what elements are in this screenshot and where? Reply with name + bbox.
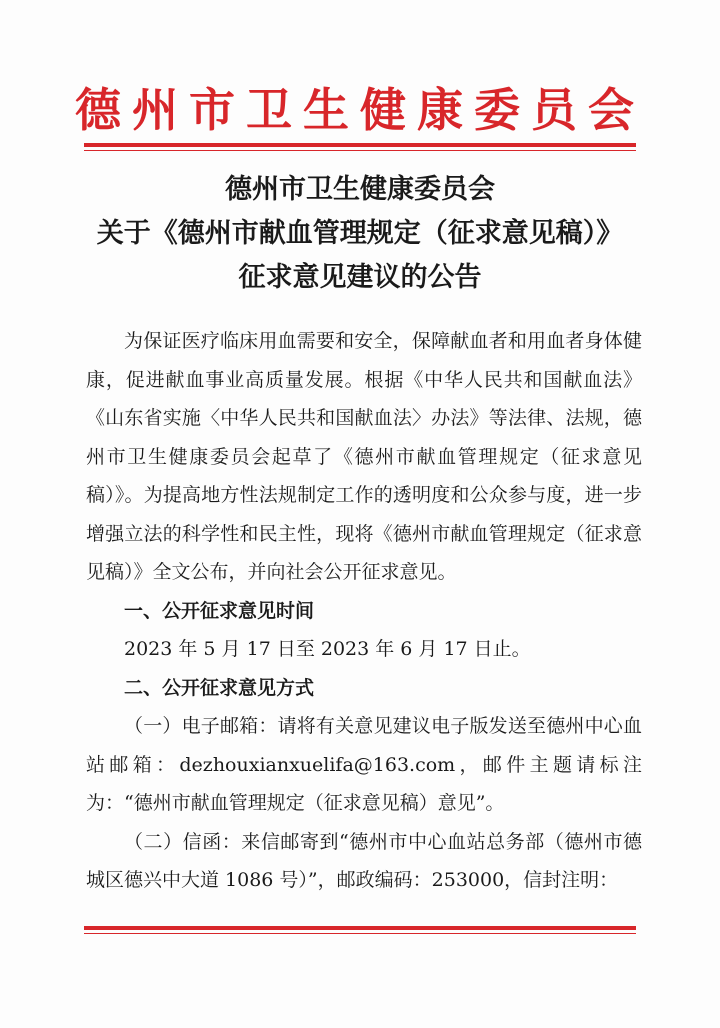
header-red-rule-thick: [84, 143, 636, 147]
intro-paragraph: 为保证医疗临床用血需要和安全，保障献血者和用血者身体健康，促进献血事业高质量发展。根据《中华人民共和国献血法》《山东省实施〈中华人民共和国献血法〉办法》等法律、法规，德州市卫生健康委员会起草了《德州市献血管理规定（征求意见稿）》。为提高地方性法规制定工作的透明度和公众参与度，进一步增强立法的科学性和民主性，现将《德州市献血管理规定（征求意见稿）》全文公布，并向社会公开征求意见。: [86, 330, 642, 583]
announcement-body: [86, 322, 642, 900]
title-line-1: 德州市卫生健康委员会: [225, 174, 495, 205]
mail-item-paragraph: （二）信函：来信邮寄到“德州市中心血站总务部（德州市德城区德兴中大道 1086 号）”，邮政编码：253000，信封注明：: [86, 830, 642, 891]
section-1-text: 2023 年 5 月 17 日至 2023 年 6 月 17 日止。: [124, 638, 531, 660]
title-line-3: 征求意见建议的公告: [238, 262, 482, 293]
footer-red-rule-thin: [84, 933, 636, 934]
announcement-title: [60, 168, 660, 300]
footer-red-rule-thick: [84, 926, 636, 930]
email-item-paragraph: （一）电子邮箱：请将有关意见建议电子版发送至德州中心血站邮箱：dezhouxianxuelifa@163.com，邮件主题请标注为：“德州市献血管理规定（征求意见稿）意见”。: [86, 715, 642, 814]
section-1-heading: 一、公开征求意见时间: [124, 599, 315, 622]
header-red-rule-thin: [84, 150, 636, 151]
title-line-2: 关于《德州市献血管理规定（征求意见稿）》: [96, 218, 624, 249]
organization-header: 德州市卫生健康委员会: [75, 83, 645, 137]
section-2-heading: 二、公开征求意见方式: [124, 676, 315, 699]
